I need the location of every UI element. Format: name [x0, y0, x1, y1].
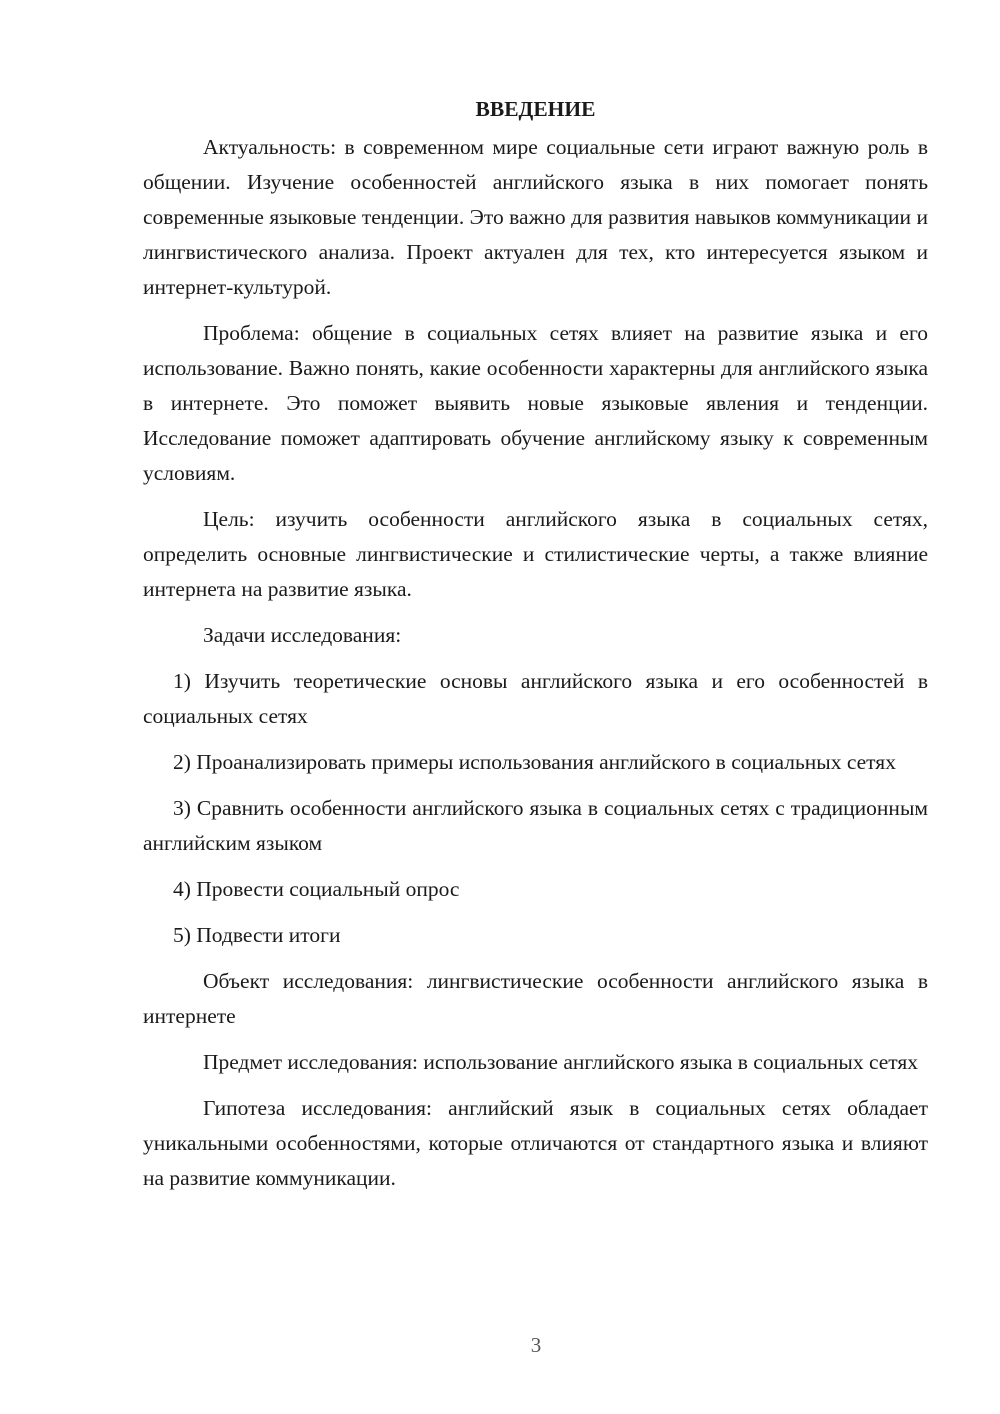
section-heading: ВВЕДЕНИЕ [475, 97, 596, 121]
problem-paragraph: Проблема: общение в социальных сетях влияет на развитие языка и его использование. Важно понять, какие особенности характерны для английского языка в интернете. Это поможет выявить новые языковые явления и тенденции. Исследование поможет адаптировать обучение английскому языку к современным условиям. [143, 321, 928, 485]
object-paragraph: Объект исследования: лингвистические особенности английского языка в интернете [143, 969, 928, 1028]
task-item-4: 4) Провести социальный опрос [173, 877, 460, 901]
task-item-1: 1) Изучить теоретические основы английского языка и его особенностей в социальных сетях [143, 669, 928, 728]
task-item-5: 5) Подвести итоги [173, 923, 341, 947]
tasks-title: Задачи исследования: [203, 623, 402, 647]
task-item-3: 3) Сравнить особенности английского языка в социальных сетях с традиционным английским языком [143, 796, 928, 855]
task-item-2: 2) Проанализировать примеры использования английского в социальных сетях [173, 750, 896, 774]
hypothesis-paragraph: Гипотеза исследования: английский язык в социальных сетях обладает уникальными особенностями, которые отличаются от стандартного языка и влияют на развитие коммуникации. [143, 1096, 928, 1190]
goal-paragraph: Цель: изучить особенности английского языка в социальных сетях, определить основные лингвистические и стилистические черты, а также влияние интернета на развитие языка. [143, 507, 928, 601]
document-page [143, 92, 928, 1207]
subject-paragraph: Предмет исследования: использование английского языка в социальных сетях [203, 1050, 919, 1074]
page-number: 3 [530, 1333, 542, 1357]
relevance-paragraph: Актуальность: в современном мире социальные сети играют важную роль в общении. Изучение особенностей английского языка в них помогает понять современные языковые тенденции. Это важно для развития навыков коммуникации и лингвистического анализа. Проект актуален для тех, кто интересуется языком и интернет-культурой. [143, 135, 928, 299]
